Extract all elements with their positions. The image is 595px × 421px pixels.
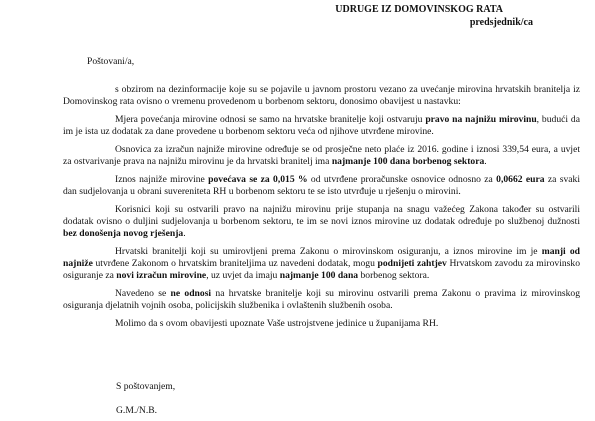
bold-span: podnijeti zahtjev	[377, 257, 447, 269]
text-span: Hrvatski branitelji koji su umirovljeni prema Zakonu o mirovinskom osiguranju, a iznos mirovine im je	[115, 245, 542, 257]
text-span: Navedeno se	[115, 287, 171, 299]
text-span: utvrđene Zakonom o hrvatskim braniteljima uz navedeni dodatak, mogu	[92, 257, 378, 269]
text-span: , uz uvjet da imaju	[206, 270, 280, 282]
salutation: Poštovani/a,	[87, 56, 135, 67]
bold-span: najmanje 100 dana borbenog sektora	[331, 156, 485, 168]
text-span: Osnovica za izračun najniže mirovine određuje se od prosječne neto plaće iz 2016. godine i iznosi 339,54 eura, a uvjet za ostvarivanje prava na najnižu mirovinu je da hrvatski branitelj ima	[63, 143, 580, 168]
paragraph-retired-veterans	[63, 246, 580, 283]
paragraph-existing-users	[63, 204, 580, 241]
bold-span: pravo na najnižu mirovinu	[425, 113, 537, 125]
text-span: Korisnici koji su ostvarili pravo na najnižu mirovinu prije stupanja na snagu važećeg Zakona također su ostvarili dodatak ovisno o duljini sudjelovanja u borbenom sektoru, te im se novi iznos mirovine uz dodatak određuje po službenoj dužnosti	[63, 203, 580, 227]
bold-span: ne odnosi	[170, 287, 212, 299]
bold-span: najmanje 100 dana	[279, 270, 359, 282]
bold-span: 0,0662 eura	[496, 173, 545, 185]
text-span: , budući da im je ista uz dodatak za dane provedene u borbenom sektoru veća od njihove utvrđene mirovine.	[63, 113, 580, 138]
bold-span: novi izračun mirovine	[116, 270, 207, 282]
text-span: od utvrđene proračunske osnovice odnosno za	[307, 173, 497, 185]
paragraph-exclusion	[63, 288, 580, 312]
text-span: .	[484, 156, 487, 168]
recipient-title: predsjednik/ca	[469, 17, 533, 28]
bold-span: povećava se za 0,015 %	[208, 173, 308, 185]
recipient-organization: UDRUGE IZ DOMOVINSKOG RATA	[335, 4, 503, 15]
signature-initials: G.M./N.B.	[116, 405, 158, 416]
text-span: borbenog sektora.	[358, 270, 430, 282]
text-span: na hrvatske branitelje koji su mirovinu ostvarili prema Zakonu o pravima iz mirovinskog osiguranja djelatnih vojnih osoba, policijskih službenika i ovlaštenih službenih osoba.	[63, 287, 580, 312]
paragraph-request: Molimo da s ovom obavijesti upoznate Vaše ustrojstvene jedinice u županijama RH.	[115, 317, 439, 329]
bold-span: manji od najniže	[63, 245, 581, 269]
paragraph-basis	[63, 144, 580, 168]
bold-span: bez donošenja novog rješenja	[63, 228, 184, 240]
closing-regards: S poštovanjem,	[116, 381, 176, 392]
letter-body	[63, 84, 580, 335]
text-span: Mjera povećanja mirovine odnosi se samo na hrvatske branitelje koji ostvaruju	[115, 113, 426, 125]
text-span: Iznos najniže mirovine	[115, 173, 209, 185]
text-span: za svaki dan sudjelovanja u obrani suvereniteta RH u borbenom sektoru te se isto utvrđuje u rješenju o mirovini.	[63, 173, 580, 197]
text-span: .	[183, 228, 186, 240]
text-span: Hrvatskom zavodu za mirovinsko osiguranje za	[63, 257, 580, 282]
paragraph-intro: s obzirom na dezinformacije koje su se pojavile u javnom prostoru vezano za uvećanje mirovina hrvatskih branitelja iz Domovinskog rata ovisno o vremenu provedenom u borbenom sektoru, donosimo obavijest u nastavku:	[63, 84, 580, 108]
paragraph-measure	[63, 114, 580, 138]
paragraph-increase	[63, 174, 580, 198]
